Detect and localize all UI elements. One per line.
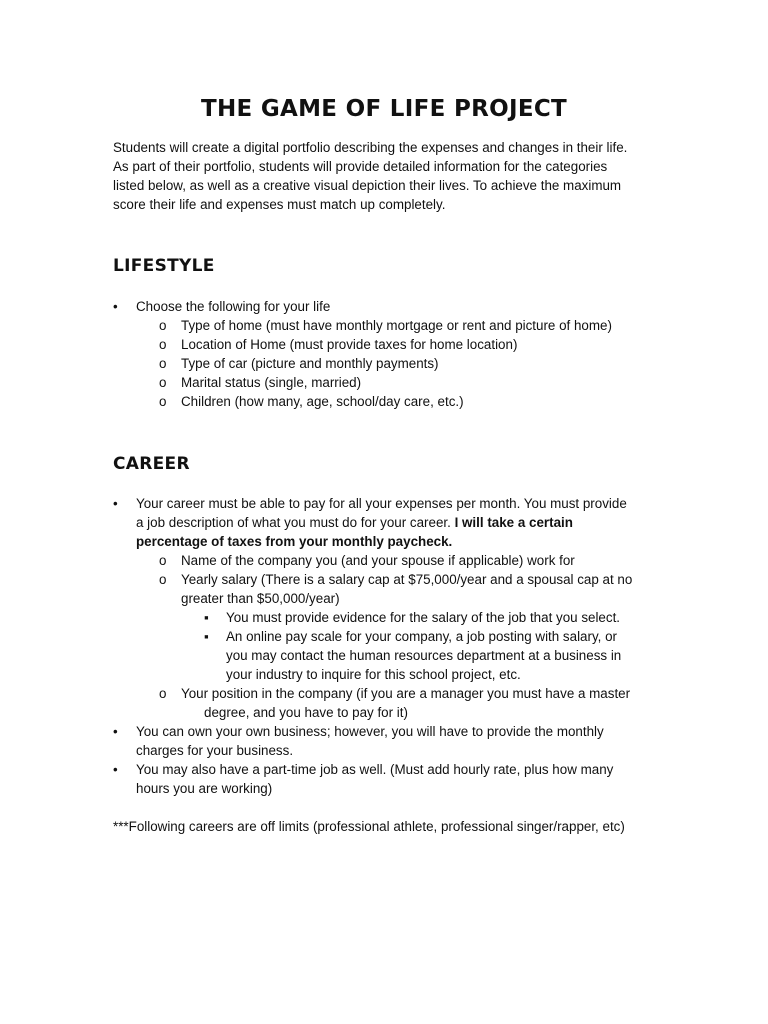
career-bullet-line: Your career must be able to pay for all your expenses per month. You must provide [136, 496, 627, 511]
square-marker: ▪ [204, 629, 209, 644]
circle-marker: o [159, 337, 167, 352]
lifestyle-subitem: Children (how many, age, school/day care, etc.) [181, 394, 464, 409]
career-tax-emphasis: percentage of taxes from your monthly paycheck. [136, 534, 453, 549]
career-subitem: Yearly salary (There is a salary cap at $75,000/year and a spousal cap at no [181, 572, 633, 587]
career-subitem: Name of the company you (and your spouse if applicable) work for [181, 553, 575, 568]
circle-marker: o [159, 356, 167, 371]
career-bullet-line [136, 513, 573, 532]
intro-line: Students will create a digital portfolio describing the expenses and changes in their life. [113, 140, 628, 155]
career-subitem: greater than $50,000/year) [181, 591, 340, 606]
intro-line: As part of their portfolio, students will provide detailed information for the categories [113, 159, 608, 174]
square-marker: ▪ [204, 610, 209, 625]
bullet-marker: • [113, 724, 118, 739]
circle-marker: o [159, 318, 167, 333]
lifestyle-subitem: Marital status (single, married) [181, 375, 362, 390]
career-bullet-line: You can own your own business; however, you will have to provide the monthly [136, 724, 604, 739]
circle-marker: o [159, 553, 167, 568]
page-title: THE GAME OF LIFE PROJECT [200, 96, 567, 122]
lifestyle-subitem: Type of car (picture and monthly payments) [181, 356, 439, 371]
lifestyle-subitem: Type of home (must have monthly mortgage or rent and picture of home) [181, 318, 612, 333]
intro-paragraph [113, 138, 673, 214]
salary-evidence-item: You must provide evidence for the salary of the job that you select. [226, 610, 621, 625]
circle-marker: o [159, 686, 167, 701]
lifestyle-subitem: Location of Home (must provide taxes for home location) [181, 337, 518, 352]
intro-line: score their life and expenses must match up completely. [113, 197, 446, 212]
career-bullet-line: You may also have a part-time job as well. (Must add hourly rate, plus how many [136, 762, 614, 777]
intro-line: listed below, as well as a creative visual depiction their lives. To achieve the maximum [113, 178, 622, 193]
lifestyle-bullet: Choose the following for your life [136, 299, 331, 314]
circle-marker: o [159, 375, 167, 390]
career-bullet-line: charges for your business. [136, 743, 294, 758]
bullet-marker: • [113, 496, 118, 511]
career-heading: CAREER [113, 454, 190, 474]
off-limits-note: ***Following careers are off limits (professional athlete, professional singer/rapper, etc) [113, 819, 625, 834]
career-bullet-line: hours you are working) [136, 781, 273, 796]
career-bullet-text: a job description of what you must do for your career. [136, 515, 451, 530]
bullet-marker: • [113, 762, 118, 777]
bullet-marker: • [113, 299, 118, 314]
circle-marker: o [159, 572, 167, 587]
salary-evidence-item: your industry to inquire for this school project, etc. [226, 667, 521, 682]
salary-evidence-item: An online pay scale for your company, a job posting with salary, or [226, 629, 618, 644]
career-subitem: degree, and you have to pay for it) [204, 705, 408, 720]
career-tax-emphasis: I will take a certain [454, 515, 573, 530]
career-subitem: Your position in the company (if you are a manager you must have a master [181, 686, 631, 701]
lifestyle-heading: LIFESTYLE [113, 256, 215, 276]
salary-evidence-item: you may contact the human resources department at a business in [226, 648, 622, 663]
circle-marker: o [159, 394, 167, 409]
